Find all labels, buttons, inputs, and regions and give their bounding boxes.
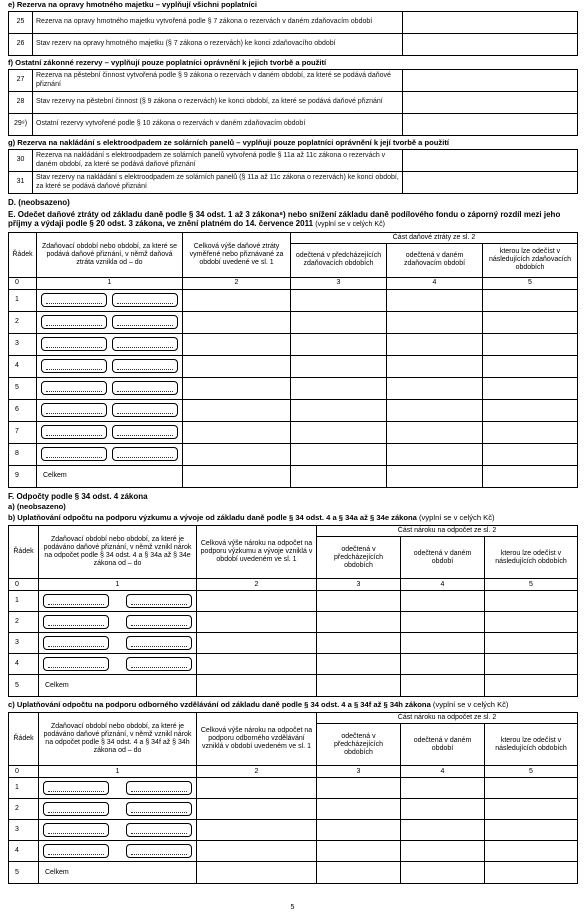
period-to-input[interactable]	[126, 636, 192, 650]
value-field[interactable]	[387, 289, 483, 311]
value-field[interactable]	[291, 355, 387, 377]
value-field[interactable]	[317, 612, 401, 633]
row-description: Stav rezerv na opravy hmotného majetku (§ 7 zákona o rezervách) ke konci zdaňovacího období	[33, 34, 403, 56]
index-cell: 1	[39, 766, 197, 778]
table-row	[9, 591, 578, 612]
value-field[interactable]	[197, 799, 317, 820]
row-number: 3	[9, 633, 39, 654]
value-field[interactable]	[483, 377, 578, 399]
value-field[interactable]	[197, 778, 317, 799]
period-to-input[interactable]	[126, 594, 192, 608]
period-to-input[interactable]	[126, 844, 192, 858]
row-number: 8	[9, 443, 37, 465]
value-field[interactable]	[183, 377, 291, 399]
section-e-table	[8, 11, 578, 56]
value-field[interactable]	[483, 421, 578, 443]
section-F-b-heading: b) Uplatňování odpočtu na podporu výzkumu a vývoje od základu daně podle § 34 odst. 4 a § 34a až § 34e zákona	[8, 513, 417, 523]
period-to-input[interactable]	[112, 359, 178, 373]
form-page	[8, 0, 578, 884]
radek-header: Řádek	[9, 713, 39, 766]
value-field[interactable]	[317, 654, 401, 675]
value-field[interactable]	[291, 311, 387, 333]
section-E-title	[8, 210, 578, 230]
total-label: Celkem	[37, 465, 183, 487]
value-field[interactable]	[291, 333, 387, 355]
value-field[interactable]	[291, 377, 387, 399]
radek-header: Řádek	[9, 526, 39, 579]
period-to-input[interactable]	[126, 802, 192, 816]
table-row	[9, 311, 578, 333]
table-row	[9, 612, 578, 633]
period-field	[39, 612, 197, 633]
total-label: Celkem	[39, 862, 197, 884]
radek-header: Řádek	[9, 232, 37, 277]
index-cell: 0	[9, 579, 39, 591]
row-number: 2	[9, 799, 39, 820]
value-field[interactable]	[183, 443, 291, 465]
col5-header: kterou lze odečíst v následujících obdobích	[485, 724, 578, 766]
value-field[interactable]	[403, 172, 578, 194]
period-from-input[interactable]	[41, 337, 107, 351]
value-field[interactable]	[401, 591, 485, 612]
row-number: 27	[9, 70, 33, 92]
index-cell: 1	[37, 277, 183, 289]
period-field	[39, 820, 197, 841]
period-from-input[interactable]	[43, 594, 109, 608]
period-field	[39, 591, 197, 612]
row-number: 5	[9, 862, 39, 884]
row-description: Ostatní rezervy vytvořené podle § 10 zákona o rezervách v daném zdaňovacím období	[33, 114, 403, 136]
col2-header: Celková výše daňové ztráty vyměřené nebo přiznávané za období uvedené ve sl. 1	[183, 232, 291, 277]
row-number: 5	[9, 377, 37, 399]
index-cell: 3	[291, 277, 387, 289]
table-row	[9, 399, 578, 421]
col5-header: kterou lze odečíst v následujících zdaňovacích obdobích	[483, 243, 578, 277]
value-field[interactable]	[483, 465, 578, 487]
section-E-note: (vyplní se v celých Kč)	[315, 221, 385, 229]
period-from-input[interactable]	[43, 657, 109, 671]
value-field[interactable]	[485, 633, 578, 654]
column-index-row	[9, 579, 578, 591]
group-header: Část nároku na odpočet ze sl. 2	[317, 713, 578, 724]
value-field[interactable]	[317, 633, 401, 654]
period-from-input[interactable]	[41, 403, 107, 417]
value-field[interactable]	[183, 289, 291, 311]
col2-header: Celková výše nároku na odpočet na podporu odborného vzdělávání vzniklá v období uvedeném ve sl. 1	[197, 713, 317, 766]
table-row	[9, 34, 578, 56]
value-field[interactable]	[401, 862, 485, 884]
value-field[interactable]	[183, 465, 291, 487]
value-field[interactable]	[317, 820, 401, 841]
value-field[interactable]	[401, 612, 485, 633]
period-field	[37, 443, 183, 465]
row-number: 26	[9, 34, 33, 56]
period-field	[37, 421, 183, 443]
value-field[interactable]	[197, 675, 317, 697]
col2-header: Celková výše nároku na odpočet na podporu výzkumu a vývoje vzniklá v období uvedeném ve sl. 1	[197, 526, 317, 579]
value-field[interactable]	[197, 841, 317, 862]
table-row	[9, 841, 578, 862]
period-field	[39, 799, 197, 820]
table-row	[9, 778, 578, 799]
row-description: Stav rezervy na nakládání s elektroodpadem ze solárních panelů (§ 11a až 11c zákona o rezervách) ke konci období, za které se podává daňové přiznání	[33, 172, 403, 194]
row-description: Rezerva na opravy hmotného majetku vytvořená podle § 7 zákona o rezervách v daném zdaňovacím období	[33, 12, 403, 34]
period-field	[37, 289, 183, 311]
value-field[interactable]	[483, 399, 578, 421]
value-field[interactable]	[291, 421, 387, 443]
period-to-input[interactable]	[112, 403, 178, 417]
value-field[interactable]	[183, 399, 291, 421]
row-number: 6	[9, 399, 37, 421]
period-field	[37, 311, 183, 333]
section-f-title: f) Ostatní zákonné rezervy – vyplňují pouze poplatníci oprávnění k jejich tvorbě a použití	[8, 58, 327, 67]
col1-header: Zdaňovací období nebo období, za které je podáváno daňové přiznání, v němž vznikl nárok na odpočet podle § 34 odst. 4 a § 34a až § 34e zákona od – do	[39, 526, 197, 579]
row-number: 3	[9, 820, 39, 841]
col3-header: odečtená v předcházejících zdaňovacích obdobích	[291, 243, 387, 277]
value-field[interactable]	[401, 820, 485, 841]
value-field[interactable]	[197, 654, 317, 675]
section-F-c-note: (vyplní se v celých Kč)	[432, 700, 509, 710]
value-field[interactable]	[403, 12, 578, 34]
period-to-input[interactable]	[126, 823, 192, 837]
index-cell: 3	[317, 766, 401, 778]
value-field[interactable]	[403, 70, 578, 92]
value-field[interactable]	[403, 34, 578, 56]
section-f-table	[8, 69, 578, 136]
column-index-row	[9, 766, 578, 778]
value-field[interactable]	[183, 333, 291, 355]
index-cell: 2	[197, 766, 317, 778]
table-row	[9, 172, 578, 194]
period-from-input[interactable]	[41, 315, 107, 329]
row-number: 9	[9, 465, 37, 487]
value-field[interactable]	[483, 311, 578, 333]
group-header: Část nároku na odpočet ze sl. 2	[317, 526, 578, 537]
row-number: 5	[9, 675, 39, 697]
section-F-c-heading: c) Uplatňování odpočtu na podporu odborného vzdělávání od základu daně podle § 34 odst. 4 a § 34f až § 34h zákona	[8, 700, 431, 710]
row-description: Rezerva na pěstební činnost vytvořená podle § 9 zákona o rezervách v daném období, za které se podává daňové přiznání	[33, 70, 403, 92]
row-number: 2	[9, 612, 39, 633]
period-field	[39, 841, 197, 862]
period-to-input[interactable]	[112, 447, 178, 461]
table-row	[9, 12, 578, 34]
value-field[interactable]	[403, 92, 578, 114]
value-field[interactable]	[183, 421, 291, 443]
col4-header: odečtená v daném období	[401, 537, 485, 579]
index-cell: 0	[9, 766, 39, 778]
row-number: 7	[9, 421, 37, 443]
value-field[interactable]	[197, 633, 317, 654]
index-cell: 4	[401, 766, 485, 778]
section-E-table	[8, 232, 578, 488]
column-index-row	[9, 277, 578, 289]
section-F-b-table	[8, 525, 578, 697]
col4-header: odečtená v daném období	[401, 724, 485, 766]
value-field[interactable]	[197, 612, 317, 633]
period-from-input[interactable]	[41, 359, 107, 373]
page-number: 5	[290, 904, 295, 911]
value-field[interactable]	[317, 841, 401, 862]
table-row	[9, 70, 578, 92]
row-number: 29⁹)	[9, 114, 33, 136]
value-field[interactable]	[403, 114, 578, 136]
col1-header: Zdaňovací období nebo období, za které se podává daňové přiznání, v němž daňová ztráta vznikla od – do	[37, 232, 183, 277]
period-to-input[interactable]	[112, 315, 178, 329]
table-row	[9, 421, 578, 443]
period-from-input[interactable]	[43, 615, 109, 629]
value-field[interactable]	[403, 150, 578, 172]
total-row	[9, 862, 578, 884]
value-field[interactable]	[197, 862, 317, 884]
value-field[interactable]	[387, 377, 483, 399]
table-row	[9, 654, 578, 675]
value-field[interactable]	[485, 799, 578, 820]
index-cell: 0	[9, 277, 37, 289]
index-cell: 2	[183, 277, 291, 289]
value-field[interactable]	[291, 443, 387, 465]
section-F-c-table	[8, 712, 578, 884]
index-cell: 1	[39, 579, 197, 591]
index-cell: 2	[197, 579, 317, 591]
period-field	[37, 355, 183, 377]
index-cell: 5	[485, 766, 578, 778]
period-field	[37, 399, 183, 421]
value-field[interactable]	[485, 612, 578, 633]
value-field[interactable]	[483, 355, 578, 377]
row-number: 30	[9, 150, 33, 172]
period-from-input[interactable]	[41, 293, 107, 307]
value-field[interactable]	[291, 465, 387, 487]
row-number: 3	[9, 333, 37, 355]
value-field[interactable]	[197, 591, 317, 612]
group-header: Část daňové ztráty ze sl. 2	[291, 232, 578, 243]
section-F-a: a) (neobsazeno)	[8, 502, 66, 512]
table-row	[9, 377, 578, 399]
value-field[interactable]	[483, 289, 578, 311]
value-field[interactable]	[317, 591, 401, 612]
value-field[interactable]	[485, 591, 578, 612]
value-field[interactable]	[387, 443, 483, 465]
value-field[interactable]	[317, 778, 401, 799]
period-from-input[interactable]	[43, 802, 109, 816]
row-description: Rezerva na nakládání s elektroodpadem ze solárních panelů vytvořená podle § 11a až 11c zákona o rezervách v daném období, za které se podává daňové přiznání	[33, 150, 403, 172]
value-field[interactable]	[387, 421, 483, 443]
period-from-input[interactable]	[43, 781, 109, 795]
value-field[interactable]	[387, 399, 483, 421]
value-field[interactable]	[183, 311, 291, 333]
index-cell: 5	[485, 579, 578, 591]
value-field[interactable]	[483, 333, 578, 355]
value-field[interactable]	[483, 443, 578, 465]
value-field[interactable]	[485, 862, 578, 884]
period-from-input[interactable]	[43, 844, 109, 858]
period-to-input[interactable]	[112, 337, 178, 351]
row-number: 1	[9, 591, 39, 612]
total-row	[9, 465, 578, 487]
value-field[interactable]	[485, 820, 578, 841]
index-cell: 3	[317, 579, 401, 591]
value-field[interactable]	[401, 841, 485, 862]
row-description: Stav rezervy na pěstební činnost (§ 9 zákona o rezervách) ke konci období, za které se podává daňové přiznání	[33, 92, 403, 114]
period-to-input[interactable]	[126, 781, 192, 795]
index-cell: 5	[483, 277, 578, 289]
period-field	[39, 633, 197, 654]
value-field[interactable]	[387, 465, 483, 487]
value-field[interactable]	[401, 633, 485, 654]
period-to-input[interactable]	[126, 615, 192, 629]
table-row	[9, 633, 578, 654]
table-row	[9, 355, 578, 377]
row-number: 1	[9, 289, 37, 311]
index-cell: 4	[401, 579, 485, 591]
total-label: Celkem	[39, 675, 197, 697]
value-field[interactable]	[401, 799, 485, 820]
section-e-title: e) Rezerva na opravy hmotného majetku – vyplňují všichni poplatníci	[8, 0, 257, 9]
table-row	[9, 289, 578, 311]
table-row	[9, 820, 578, 841]
section-d-title: D. (neobsazeno)	[8, 198, 70, 207]
table-row	[9, 799, 578, 820]
value-field[interactable]	[401, 778, 485, 799]
section-F-title: F. Odpočty podle § 34 odst. 4 zákona	[8, 491, 148, 501]
index-cell: 4	[387, 277, 483, 289]
section-F-b-title	[8, 514, 578, 524]
row-number: 28	[9, 92, 33, 114]
total-row	[9, 675, 578, 697]
table-row	[9, 150, 578, 172]
period-to-input[interactable]	[112, 425, 178, 439]
row-number: 25	[9, 12, 33, 34]
col5-header: kterou lze odečíst v následujících obdobích	[485, 537, 578, 579]
value-field[interactable]	[197, 820, 317, 841]
col4-header: odečtená v daném zdaňovacím období	[387, 243, 483, 277]
period-field	[39, 654, 197, 675]
period-from-input[interactable]	[41, 381, 107, 395]
col3-header: odečtená v předcházejících obdobích	[317, 537, 401, 579]
value-field[interactable]	[401, 654, 485, 675]
value-field[interactable]	[401, 675, 485, 697]
row-number: 31	[9, 172, 33, 194]
value-field[interactable]	[291, 289, 387, 311]
value-field[interactable]	[485, 778, 578, 799]
value-field[interactable]	[317, 862, 401, 884]
period-from-input[interactable]	[41, 425, 107, 439]
value-field[interactable]	[485, 654, 578, 675]
period-to-input[interactable]	[112, 381, 178, 395]
value-field[interactable]	[387, 355, 483, 377]
value-field[interactable]	[291, 399, 387, 421]
section-g-table	[8, 149, 578, 194]
period-to-input[interactable]	[112, 293, 178, 307]
period-field	[37, 377, 183, 399]
row-number: 4	[9, 355, 37, 377]
value-field[interactable]	[317, 799, 401, 820]
section-F-c-title	[8, 701, 578, 711]
period-field	[37, 333, 183, 355]
row-number: 2	[9, 311, 37, 333]
section-g-title: g) Rezerva na nakládání s elektroodpadem ze solárních panelů – vyplňují pouze poplatníci oprávnění k její tvorbě a použití	[8, 138, 449, 147]
col3-header: odečtená v předcházejících obdobích	[317, 724, 401, 766]
table-row	[9, 92, 578, 114]
col1-header: Zdaňovací období nebo období, za které je podáváno daňové přiznání, v němž vznikl nárok na odpočet podle § 34 odst. 4 a § 34f až § 34h zákona od – do	[39, 713, 197, 766]
period-field	[39, 778, 197, 799]
value-field[interactable]	[387, 311, 483, 333]
period-from-input[interactable]	[41, 447, 107, 461]
row-number: 4	[9, 654, 39, 675]
period-to-input[interactable]	[126, 657, 192, 671]
value-field[interactable]	[183, 355, 291, 377]
section-F-b-note: (vyplní se v celých Kč)	[419, 513, 495, 523]
section-E-heading: E. Odečet daňové ztráty od základu daně podle § 34 odst. 1 až 3 zákona⁸) nebo snížení základu daně podílového fondu o záporný rozdíl mezi jeho příjmy a výdaji podle § 20 odst. 3 zákona, ve znění platném do 14. července 2011	[8, 209, 561, 229]
table-row	[9, 333, 578, 355]
value-field[interactable]	[317, 675, 401, 697]
value-field[interactable]	[485, 841, 578, 862]
period-from-input[interactable]	[43, 823, 109, 837]
table-row	[9, 114, 578, 136]
row-number: 4	[9, 841, 39, 862]
value-field[interactable]	[387, 333, 483, 355]
row-number: 1	[9, 778, 39, 799]
table-row	[9, 443, 578, 465]
value-field[interactable]	[485, 675, 578, 697]
period-from-input[interactable]	[43, 636, 109, 650]
